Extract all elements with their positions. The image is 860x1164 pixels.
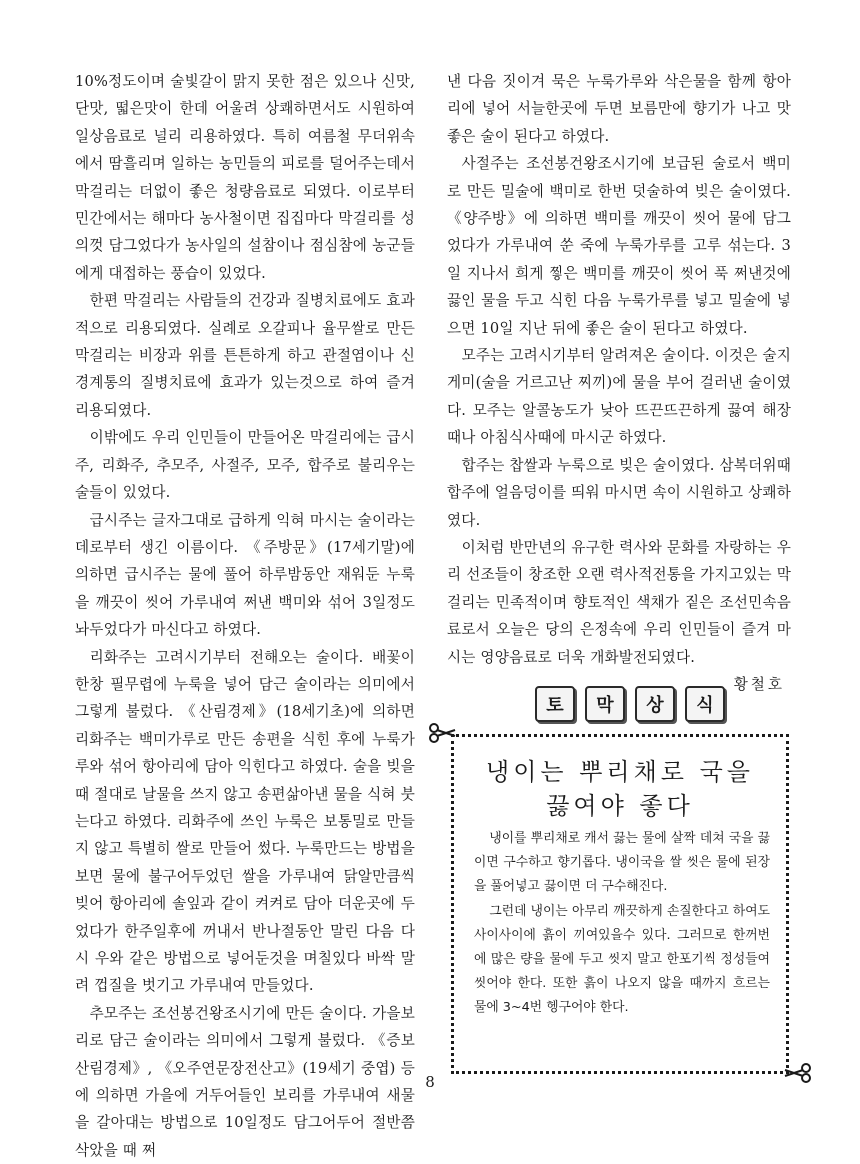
tip-box [451,734,789,1074]
tip-box-title [454,755,786,823]
tip-box-paragraph-1: 냉이를 뿌리채로 캐서 끓는 물에 살짝 데쳐 국을 끓이면 구수하고 향기롭다. 냉이국을 쌀 씻은 물에 된장을 풀어넣고 끓이면 더 구수해진다. [474,831,770,895]
right-paragraph-1: 낸 다음 짓이겨 묵은 누룩가루와 삭은물을 함께 항아리에 넣어 서늘한곳에 두면 보름만에 향기가 나고 맛좋은 술이 된다고 하였다. [447,73,791,145]
tip-box-title-line-2: 끓여야 좋다 [546,792,694,820]
section-label-tile-3: 상 [635,686,675,722]
tip-box-title-line-1: 냉이는 뿌리채로 국을 [486,758,754,786]
right-paragraph-3: 모주는 고려시기부터 알려져온 술이다. 이것은 술지게미(술을 거르고난 찌끼)에 물을 부어 걸러낸 술이였다. 모주는 알콜농도가 낮아 뜨끈뜨끈하게 끓여 해장때나 아침식사때에 마시군 하였다. [447,347,791,447]
tip-box-body [474,827,770,1021]
left-paragraph-6: 추모주는 조선봉건왕조시기에 만든 술이다. 가을보리로 담근 술이라는 의미에서 그렇게 불렀다. 《증보산림경제》, 《오주연문장전산고》(19세기 중엽) 등에 의하면 가을에 거두어들인 보리를 가루내여 새물을 갈아대는 방법으로 10일정도 담그어두어 절반쯤 삭았을 때 쩌 [75,1004,415,1159]
page-number: 8 [425,1073,435,1091]
left-paragraph-2: 한편 막걸리는 사람들의 건강과 질병치료에도 효과적으로 리용되였다. 실례로 오갈피나 율무쌀로 만든 막걸리는 비장과 위를 튼튼하게 하고 관절염이나 신경계통의 질병치료에 효과가 있는것으로 하여 즐겨 리용되였다. [75,292,415,419]
section-label-tile-1: 토 [535,686,575,722]
section-label-tile-2: 막 [585,686,625,722]
left-paragraph-3: 이밖에도 우리 인민들이 만들어온 막걸리에는 급시주, 리화주, 추모주, 사절주, 모주, 합주로 불리우는 술들이 있었다. [75,429,415,502]
section-label [530,684,730,724]
left-paragraph-5: 리화주는 고려시기부터 전해오는 술이다. 배꽃이 한창 필무렵에 누룩을 넣어 담근 술이라는 의미에서 그렇게 불렀다. 《산림경제》(18세기초)에 의하면 리화주는 백미가루로 만든 송편을 식힌 후에 누룩가루와 섞어 항아리에 담아 익힌다고 하였다. 술을 빚을 때 절대로 날물을 쓰지 않고 송편삶아낸 물을 식혀 붓는다고 하였다. 리화주에 쓰인 누룩은 보통밀로 만들지 않고 특별히 쌀로 만들어 썼다. 누룩만드는 방법을 보면 물에 불구어두었던 쌀을 가루내여 닭알만큼씩 빚어 항아리에 솔잎과 같이 켜켜로 담아 더운곳에 두었다가 한주일후에 꺼내서 반나절동안 말린 다음 다시 우와 같은 방법으로 넣어둔것을 며칠있다 바싹 말려 껍질을 벗기고 가루내여 만들었다. [75,648,415,995]
left-paragraph-4: 급시주는 글자그대로 급하게 익혀 마시는 술이라는데로부터 생긴 이름이다. 《주방문》(17세기말)에 의하면 급시주는 물에 풀어 하루밤동안 재워둔 누룩을 깨끗이 씻어 가루내여 쩌낸 백미와 섞어 3일정도 놔두었다가 마신다고 하였다. [75,511,415,639]
right-paragraph-5: 이처럼 반만년의 유구한 력사와 문화를 자랑하는 우리 선조들이 창조한 오랜 력사적전통을 가지고있는 막걸리는 민족적이며 향토적인 색채가 짙은 조선민속음료로서 오늘은 당의 은정속에 우리 인민들이 즐겨 마시는 영양음료로 더욱 개화발전되였다. [447,538,791,666]
left-column [75,68,415,1164]
tip-box-paragraph-2: 그런데 냉이는 아무리 깨끗하게 손질한다고 하여도 사이사이에 흙이 끼여있을수 있다. 그러므로 한꺼번에 많은 량을 물에 두고 씻지 말고 한포기씩 정성들여 씻어야 한다. 또한 흙이 나오지 않을 때까지 흐르는 물에 3~4번 헹구어야 한다. [474,903,770,1016]
author-name: 황철호 [733,675,785,693]
right-paragraph-4: 합주는 찹쌀과 누룩으로 빚은 술이였다. 삼복더위때 합주에 얼음덩이를 띄워 마시면 속이 시원하고 상쾌하였다. [447,456,791,529]
right-column [447,68,791,698]
section-label-tile-4: 식 [685,686,725,722]
left-paragraph-1: 10%정도이며 술빛갈이 맑지 못한 점은 있으나 신맛, 단맛, 떫은맛이 한데 어울려 상쾌하면서도 시원하여 일상음료로 널리 리용하였다. 특히 여름철 무더위속에서 땀흘리며 일하는 농민들의 피로를 덜어주는데서 막걸리는 더없이 좋은 청량음료로 되였다. 이로부터 민간에서는 해마다 농사철이면 집집마다 막걸리를 성의껏 담그었다가 농사일의 설참이나 점심참에 농군들에게 대접하는 풍습이 있었다. [75,73,415,282]
right-paragraph-2: 사절주는 조선봉건왕조시기에 보급된 술로서 백미로 만든 밀술에 백미로 한번 덧술하여 빚은 술이였다. 《양주방》에 의하면 백미를 깨끗이 씻어 물에 담그었다가 가루내여 쑨 죽에 누룩가루를 고루 섞는다. 3일 지나서 희게 찧은 백미를 깨끗이 씻어 푹 쩌낸것에 끓인 물을 두고 식힌 다음 누룩가루를 넣고 밀술에 넣으면 10일 지난 뒤에 좋은 술이 된다고 하였다. [447,155,791,337]
